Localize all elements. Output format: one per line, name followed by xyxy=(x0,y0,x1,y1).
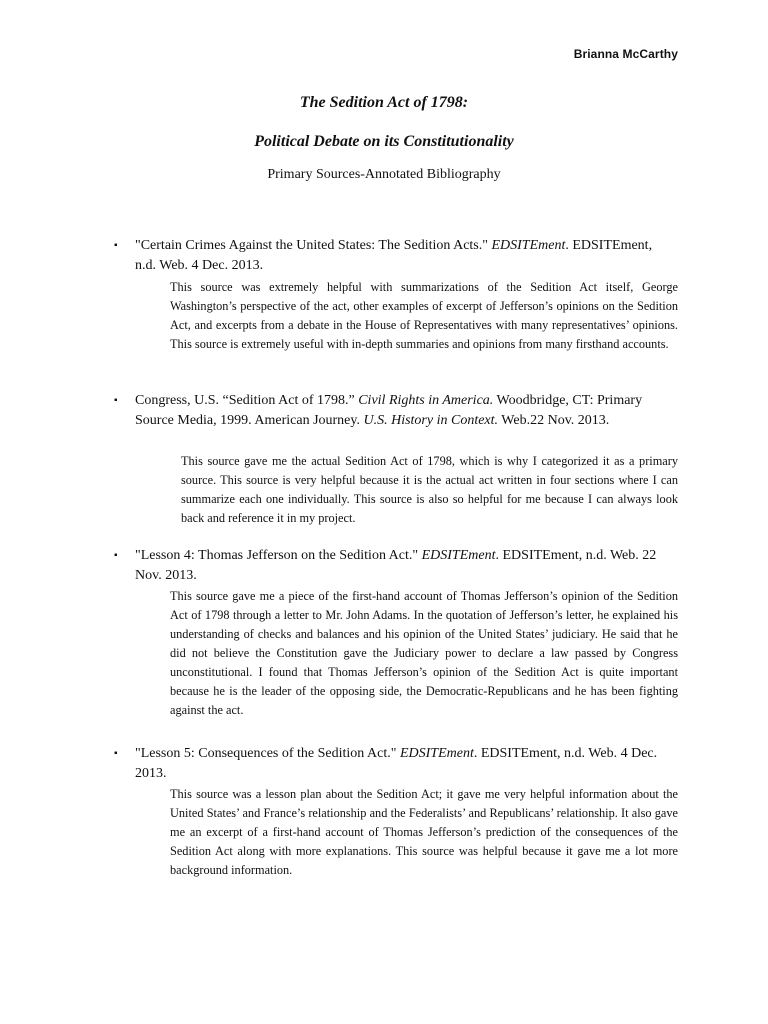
bullet-icon: ▪ xyxy=(114,395,118,406)
citation-source-title: EDSITEment xyxy=(491,238,566,253)
citation-text: Congress, U.S. “Sedition Act of 1798.” xyxy=(135,393,359,408)
citation-text: Woodbridge, CT: Primary Source Media, 1999. American Journey. xyxy=(135,393,643,428)
entry-annotation: This source gave me the actual Sedition Act of 1798, which is why I categorized it as a primary source. This source is very helpful because it is the actual act written in four sections where I can summarize each one individually. This source is also so helpful for me because I can always look back and reference it in my project. xyxy=(181,454,678,525)
document-title-line-2: Political Debate on its Constitutionality xyxy=(254,133,514,150)
entry-citation xyxy=(135,546,665,585)
document-subtitle: Primary Sources-Annotated Bibliography xyxy=(267,167,501,182)
entry-annotation: This source was extremely helpful with summarizations of the Sedition Act itself, George Washington’s perspective of the act, other examples of excerpt of Jefferson’s opinions on the Sedition Act, and excerpts from a debate in the House of Representatives with many representatives’ opinions. This source is extremely useful with in-depth summaries and opinions from many firsthand accounts. xyxy=(170,280,678,351)
citation-text: Web.22 Nov. 2013. xyxy=(498,412,610,428)
citation-source-title: EDSITEment xyxy=(399,746,474,761)
citation-text: "Lesson 5: Consequences of the Sedition Act." xyxy=(135,746,400,761)
citation-database-title: U.S. History in Context. xyxy=(363,412,499,428)
entry-citation xyxy=(135,744,665,783)
citation-source-title: Civil Rights in America. xyxy=(358,393,494,408)
entry-annotation: This source was a lesson plan about the Sedition Act; it gave me very helpful information about the United States’ and France’s relationship and the Federalists’ and Republicans’ relationship. It also gave me an excerpt of a first-hand account of Thomas Jefferson’s prediction of the consequences of the Sedition Act along with more explanations. This source was helpful because it gave me a lot more background information. xyxy=(170,787,678,877)
document-title-line-1: The Sedition Act of 1798: xyxy=(299,94,469,111)
citation-text: . EDSITEment, n.d. Web. 22 Nov. 2013. xyxy=(135,548,657,583)
citation-text: "Certain Crimes Against the United States: The Sedition Acts." xyxy=(135,238,492,253)
bullet-icon: ▪ xyxy=(114,748,118,759)
bullet-icon: ▪ xyxy=(114,240,118,251)
citation-source-title: EDSITEment xyxy=(421,548,496,563)
entry-citation xyxy=(135,236,675,275)
citation-text: "Lesson 4: Thomas Jefferson on the Sedition Act." xyxy=(135,548,422,563)
author-name: Brianna McCarthy xyxy=(573,47,678,61)
citation-text: . EDSITEment, n.d. Web. 4 Dec. 2013. xyxy=(135,238,653,273)
entry-citation xyxy=(135,391,665,430)
entry-annotation: This source gave me a piece of the first-hand account of Thomas Jefferson’s opinion of the Sedition Act of 1798 through a letter to Mr. John Adams. In the quotation of Jefferson’s letter, he explained his understanding of checks and balances and his opinion of the United States’ judiciary. He said that he did not believe the Constitution gave the Judiciary power to declare a law passed by Congress unconstitutional. I found that Thomas Jefferson’s opinion of the Sedition Act is quite important because he is the leader of the opposing side, the Democratic-Republicans and he has been fighting against the act. xyxy=(170,589,678,717)
bullet-icon: ▪ xyxy=(114,550,118,561)
citation-text: . EDSITEment, n.d. Web. 4 Dec. 2013. xyxy=(135,746,658,781)
